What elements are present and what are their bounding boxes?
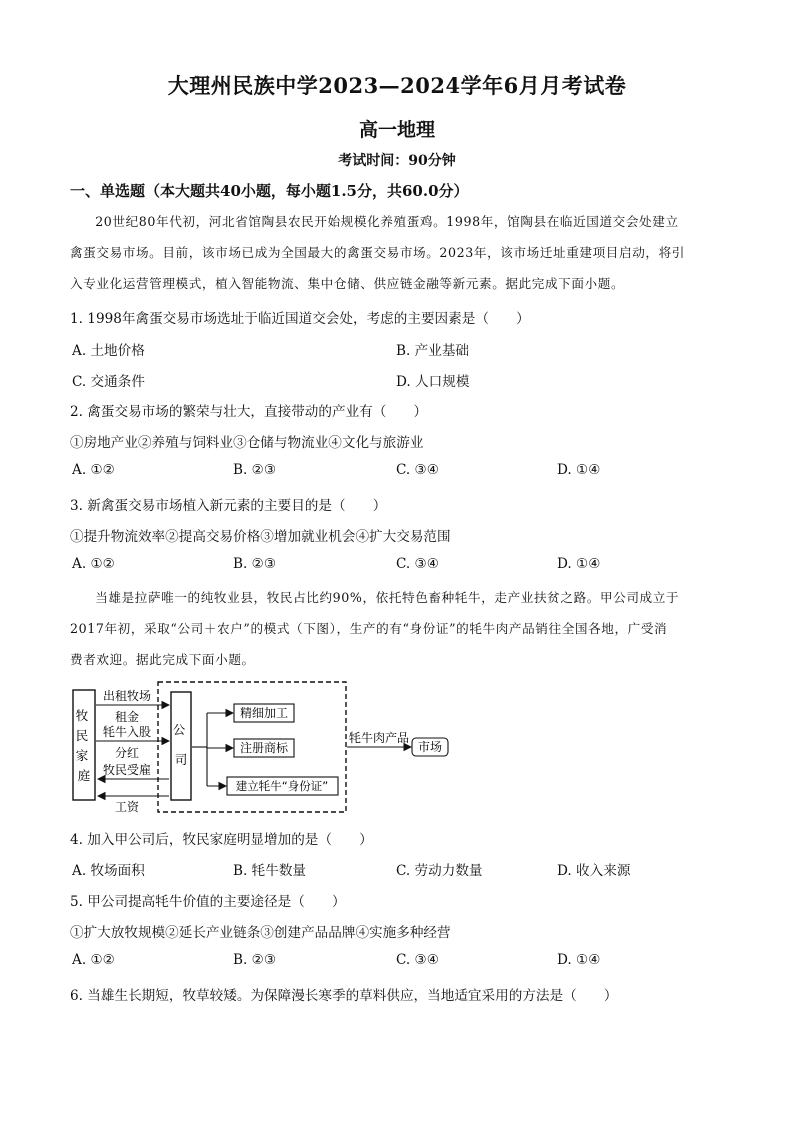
q3-statements: ①提升物流效率②提高交易价格③增加就业机会④扩大交易范围 bbox=[70, 529, 451, 545]
flow-yak-shares-label: 牦牛入股 bbox=[102, 725, 152, 739]
flow-wages-label: 工资 bbox=[114, 800, 140, 814]
q2-option-b[interactable]: B. ②③ bbox=[233, 462, 277, 478]
q3-option-a[interactable]: A. ①② bbox=[72, 556, 115, 572]
question-6-stem: 6. 当雄生长期短，牧草较矮。为保障漫长寒季的草料供应，当地适宜采用的方法是（ ） bbox=[70, 988, 618, 1004]
flow-dividend-label: 分红 bbox=[114, 746, 140, 760]
question-3-stem: 3. 新禽蛋交易市场植入新元素的主要目的是（ ） bbox=[70, 498, 387, 514]
q5-option-c[interactable]: C. ③④ bbox=[396, 952, 439, 968]
exam-time: 考试时间：90分钟 bbox=[338, 153, 456, 169]
q2-option-c[interactable]: C. ③④ bbox=[396, 462, 439, 478]
product-label: 牦牛肉产品 bbox=[348, 731, 410, 745]
question-4-stem: 4. 加入甲公司后，牧民家庭明显增加的是（ ） bbox=[70, 832, 373, 848]
activity-processing: 精细加工 bbox=[239, 706, 289, 720]
passage-line: 禽蛋交易市场。目前，该市场已成为全国最大的禽蛋交易市场。2023年，该市场迁址重建项目启动，将引 bbox=[70, 245, 685, 260]
q3-option-b[interactable]: B. ②③ bbox=[233, 556, 277, 572]
question-2-stem: 2. 禽蛋交易市场的繁荣与壮大，直接带动的产业有（ ） bbox=[70, 404, 428, 420]
question-5-stem: 5. 甲公司提高牦牛价值的主要途径是（ ） bbox=[70, 894, 346, 910]
question-1-stem: 1. 1998年禽蛋交易市场选址于临近国道交会处，考虑的主要因素是（ ） bbox=[70, 311, 530, 327]
q4-option-c[interactable]: C. 劳动力数量 bbox=[396, 863, 483, 879]
q2-option-d[interactable]: D. ①④ bbox=[557, 462, 601, 478]
exam-title: 大理州民族中学2023—2024学年6月月考试卷 bbox=[167, 73, 627, 98]
market-label: 市场 bbox=[417, 740, 443, 754]
company-label: 公 司 bbox=[172, 722, 188, 767]
q5-option-a[interactable]: A. ①② bbox=[72, 952, 115, 968]
passage-2 bbox=[70, 582, 725, 675]
q3-option-c[interactable]: C. ③④ bbox=[396, 556, 439, 572]
q5-option-d[interactable]: D. ①④ bbox=[557, 952, 601, 968]
q1-option-c[interactable]: C. 交通条件 bbox=[72, 374, 145, 390]
company-box bbox=[171, 692, 191, 800]
flow-rent-pasture-label: 出租牧场 bbox=[102, 689, 152, 703]
passage-line: 2017年初，采取“公司＋农户”的模式（下图），生产的有“身份证”的牦牛肉产品销往全国各地，广受消 bbox=[70, 621, 668, 636]
activity-yak-id: 建立牦牛“身份证” bbox=[235, 779, 329, 793]
q1-option-b[interactable]: B. 产业基础 bbox=[396, 343, 470, 359]
passage-line: 20世纪80年代初，河北省馆陶县农民开始规模化养殖蛋鸡。1998年，馆陶县在临近国道交会处建立 bbox=[95, 214, 679, 229]
q3-option-d[interactable]: D. ①④ bbox=[557, 556, 601, 572]
q1-option-d[interactable]: D. 人口规模 bbox=[396, 374, 470, 390]
household-box bbox=[73, 690, 95, 800]
q1-option-a[interactable]: A. 土地价格 bbox=[72, 343, 145, 359]
exam-subject: 高一地理 bbox=[358, 119, 435, 141]
passage-line: 费者欢迎。据此完成下面小题。 bbox=[70, 652, 255, 667]
company-farmer-diagram bbox=[70, 678, 470, 818]
q4-option-a[interactable]: A. 牧场面积 bbox=[72, 863, 145, 879]
q5-statements: ①扩大放牧规模②延长产业链条③创建产品品牌④实施多种经营 bbox=[70, 925, 451, 941]
q2-statements: ①房地产业②养殖与饲料业③仓储与物流业④文化与旅游业 bbox=[70, 435, 424, 451]
q2-option-a[interactable]: A. ①② bbox=[72, 462, 115, 478]
q5-option-b[interactable]: B. ②③ bbox=[233, 952, 277, 968]
flow-rent-label: 租金 bbox=[114, 710, 140, 724]
q4-option-b[interactable]: B. 牦牛数量 bbox=[233, 863, 307, 879]
flow-herders-employed-label: 牧民受雇 bbox=[102, 763, 152, 777]
q4-option-d[interactable]: D. 收入来源 bbox=[557, 863, 631, 879]
passage-line: 入专业化运营管理模式，植入智能物流、集中仓储、供应链金融等新元素。据此完成下面小题。 bbox=[70, 276, 625, 291]
household-label: 牧 民 家 庭 bbox=[75, 708, 91, 783]
passage-line: 当雄是拉萨唯一的纯牧业县，牧民占比约90%，依托特色畜种牦牛，走产业扶贫之路。甲公司成立于 bbox=[95, 590, 680, 605]
section-heading: 一、单选题（本大题共40小题，每小题1.5分，共60.0分） bbox=[70, 182, 469, 200]
passage-1 bbox=[70, 206, 725, 299]
activity-trademark: 注册商标 bbox=[239, 741, 289, 755]
